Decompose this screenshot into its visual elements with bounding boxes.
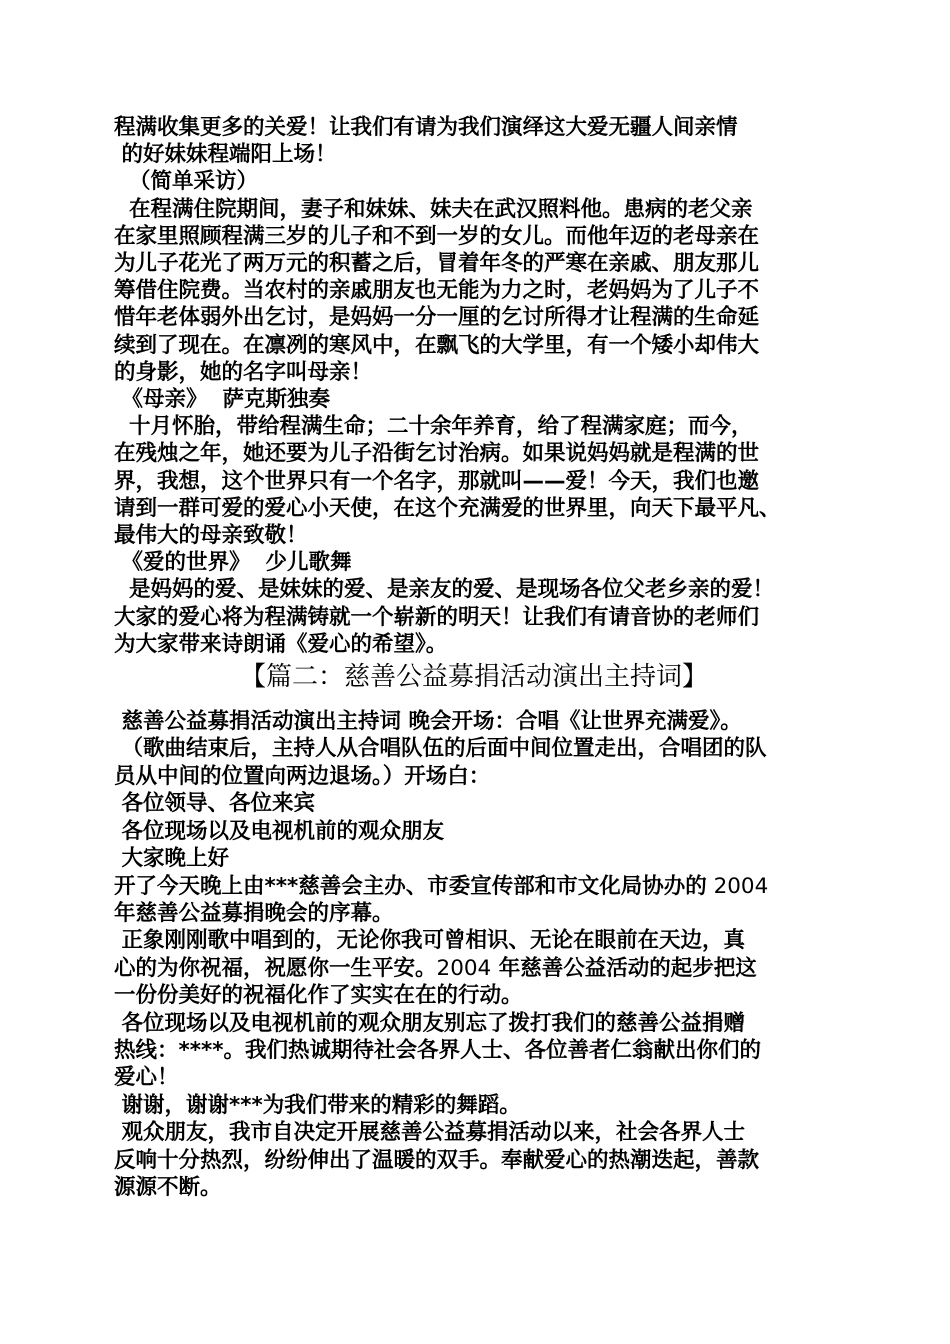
text-segment: 心的为你祝福，祝愿你一生平安。 bbox=[114, 955, 437, 981]
performance-title: 《母亲》 萨克斯独奏 bbox=[114, 387, 330, 413]
text-line: 反响十分热烈，纷纷伸出了温暖的双手。奉献爱心的热潮迭起，善款 bbox=[114, 1147, 760, 1173]
year-number: 2004 bbox=[436, 955, 492, 981]
text-line: 界，我想，这个世界只有一个名字，那就叫——爱！今天，我们也邀 bbox=[114, 468, 760, 494]
year-number: 2004 bbox=[706, 873, 769, 899]
text-line: 爱心！ bbox=[114, 1065, 179, 1091]
text-line: 在家里照顾程满三岁的儿子和不到一岁的女儿。而他年迈的老母亲在 bbox=[114, 223, 760, 249]
text-line: （歌曲结束后，主持人从合唱队伍的后面中间位置走出，合唱团的队 bbox=[114, 736, 767, 762]
text-line: 在程满住院期间，妻子和妹妹、妹夫在武汉照料他。患病的老父亲 bbox=[114, 196, 753, 222]
text-line: 最伟大的母亲致敬！ bbox=[114, 523, 308, 549]
text-line: 惜年老体弱外出乞讨，是妈妈一分一厘的乞讨所得才让程满的生命延 bbox=[114, 305, 760, 331]
section-two-text bbox=[114, 708, 844, 1201]
section-one-text bbox=[114, 114, 844, 658]
text-line: 员从中间的位置向两边退场。）开场白： bbox=[114, 763, 491, 789]
text-line: 为大家带来诗朗诵《爱心的希望》。 bbox=[114, 631, 448, 657]
text-line: 大家的爱心将为程满铸就一个崭新的明天！让我们有请音协的老师们 bbox=[114, 604, 760, 630]
text-line: 为儿子花光了两万元的积蓄之后，冒着年冬的严寒在亲戚、朋友那儿 bbox=[114, 251, 760, 277]
text-line: 续到了现在。在凛冽的寒风中，在飘飞的大学里，有一个矮小却伟大 bbox=[114, 332, 760, 358]
text-line: 源源不断。 bbox=[114, 1174, 222, 1200]
performance-title: 《爱的世界》 少儿歌舞 bbox=[114, 550, 352, 576]
text-line: 各位领导、各位来宾 bbox=[114, 791, 315, 817]
text-line: 各位现场以及电视机前的观众朋友 bbox=[114, 818, 444, 844]
text-line: 大家晚上好 bbox=[114, 846, 229, 872]
text-line: 请到一群可爱的爱心小天使，在这个充满爱的世界里，向天下最平凡、 bbox=[114, 495, 781, 521]
text-line: 的好妹妹程端阳上场！ bbox=[114, 142, 337, 168]
text-line: 十月怀胎，带给程满生命；二十余年养育，给了程满家庭；而今， bbox=[114, 414, 753, 440]
text-line: 正象刚刚歌中唱到的，无论你我可曾相识、无论在眼前在天边，真 bbox=[114, 928, 745, 954]
text-line: （简单采访） bbox=[114, 169, 258, 195]
text-segment: 年慈善公益活动的起步把这 bbox=[491, 955, 757, 981]
text-line: 年慈善公益募捐晚会的序幕。 bbox=[114, 900, 394, 926]
text-line: 在残烛之年，她还要为儿子沿街乞讨治病。如果说妈妈就是程满的世 bbox=[114, 441, 760, 467]
document-page bbox=[114, 114, 844, 1201]
text-line: 程满收集更多的关爱！让我们有请为我们演绎这大爱无疆人间亲情 bbox=[114, 115, 738, 140]
text-line bbox=[114, 873, 844, 900]
text-line: 一份份美好的祝福化作了实实在在的行动。 bbox=[114, 983, 523, 1009]
text-line: 热线：****。我们热诚期待社会各界人士、各位善者仁翁献出你们的 bbox=[114, 1037, 761, 1063]
text-line: 筹借住院费。当农村的亲戚朋友也无能为力之时，老妈妈为了儿子不 bbox=[114, 278, 760, 304]
text-line: 的身影，她的名字叫母亲！ bbox=[114, 359, 373, 385]
section-heading: 【篇二：慈善公益募捐活动演出主持词】 bbox=[239, 662, 708, 693]
text-line: 观众朋友，我市自决定开展慈善公益募捐活动以来，社会各界人士 bbox=[114, 1120, 745, 1146]
text-segment: 开了今天晚上由***慈善会主办、市委宣传部和市文化局协办的 bbox=[114, 873, 707, 899]
text-line: 是妈妈的爱、是妹妹的爱、是亲友的爱、是现场各位父老乡亲的爱！ bbox=[114, 577, 774, 603]
text-line bbox=[114, 955, 844, 982]
text-line: 慈善公益募捐活动演出主持词 晚会开场：合唱《让世界充满爱》。 bbox=[114, 709, 742, 735]
text-line: 谢谢，谢谢***为我们带来的精彩的舞蹈。 bbox=[114, 1092, 521, 1118]
text-line: 各位现场以及电视机前的观众朋友别忘了拨打我们的慈善公益捐赠 bbox=[114, 1010, 745, 1036]
